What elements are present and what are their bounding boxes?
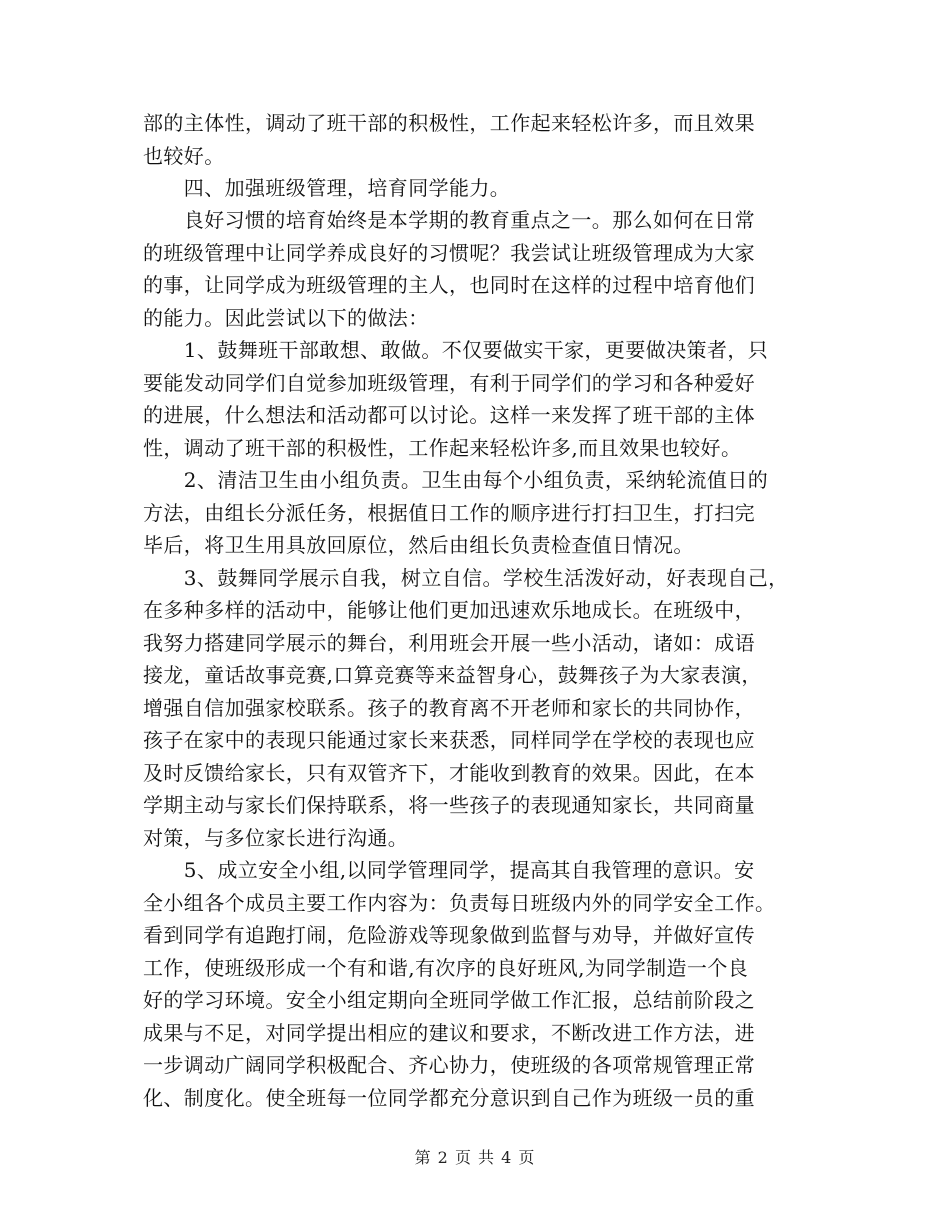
text-line: 3、鼓舞同学展示自我，树立自信。学校生活泼好动，好表现自己， [143,566,789,590]
text-line: 接龙，童话故事竞赛,口算竞赛等来益智身心，鼓舞孩子为大家表演， [143,663,762,687]
text-line: 我努力搭建同学展示的舞台，利用班会开展一些小活动，诸如：成语 [143,631,755,655]
text-line: 对策，与多位家长进行沟通。 [143,826,409,850]
text-line: 方法，由组长分派任务，根据值日工作的顺序进行打扫卫生，打扫完 [143,501,755,525]
text-line: 要能发动同学们自觉参加班级管理，有利于同学们的学习和各种爱好 [143,371,755,395]
text-line: 成果与不足，对同学提出相应的建议和要求，不断改进工作方法，进 [143,1021,755,1045]
text-line: 学期主动与家长们保持联系，将一些孩子的表现通知家长，共同商量 [143,793,755,817]
text-line: 部的主体性，调动了班干部的积极性，工作起来轻松许多，而且效果 [143,111,755,135]
text-line: 良好习惯的培育始终是本学期的教育重点之一。那么如何在日常 [143,208,755,232]
text-line: 5、成立安全小组,以同学管理同学，提高其自我管理的意识。安 [143,858,755,882]
text-line: 也较好。 [143,144,225,168]
text-line: 化、制度化。使全班每一位同学都充分意识到自己作为班级一员的重 [143,1086,755,1110]
text-line: 一步调动广阔同学积极配合、齐心协力，使班级的各项常规管理正常 [143,1053,755,1077]
text-line: 在多种多样的活动中，能够让他们更加迅速欢乐地成长。在班级中， [143,598,755,622]
text-line: 的事，让同学成为班级管理的主人，也同时在这样的过程中培育他们 [143,273,755,297]
text-line: 孩子在家中的表现只能通过家长来获悉，同样同学在学校的表现也应 [143,728,755,752]
text-line: 的班级管理中让同学养成良好的习惯呢？我尝试让班级管理成为大家 [143,241,755,265]
section-heading: 四、加强班级管理，培育同学能力。 [143,176,511,200]
text-line: 2、清洁卫生由小组负责。卫生由每个小组负责，采纳轮流值日的 [143,468,769,492]
text-line: 的能力。因此尝试以下的做法： [143,306,429,330]
text-line: 毕后，将卫生用具放回原位，然后由组长负责检查值日情况。 [143,533,694,557]
page-number-footer: 第 2 页 共 4 页 [414,1148,536,1167]
text-line: 工作，使班级形成一个有和谐,有次序的良好班风,为同学制造一个良 [143,956,749,980]
text-line: 增强自信加强家校联系。孩子的教育离不开老师和家长的共同协作， [143,696,755,720]
text-line: 看到同学有追跑打闹，危险游戏等现象做到监督与劝导，并做好宣传 [143,923,755,947]
text-line: 性，调动了班干部的积极性，工作起来轻松许多,而且效果也较好。 [143,436,742,460]
text-line: 及时反馈给家长，只有双管齐下，才能收到教育的效果。因此，在本 [143,761,755,785]
text-line: 的进展，什么想法和活动都可以讨论。这样一来发挥了班干部的主体 [143,403,755,427]
text-line: 好的学习环境。安全小组定期向全班同学做工作汇报，总结前阶段之 [143,988,755,1012]
text-line: 1、鼓舞班干部敢想、敢做。不仅要做实干家，更要做决策者，只 [143,338,769,362]
text-line: 全小组各个成员主要工作内容为：负责每日班级内外的同学安全工作。 [143,891,776,915]
